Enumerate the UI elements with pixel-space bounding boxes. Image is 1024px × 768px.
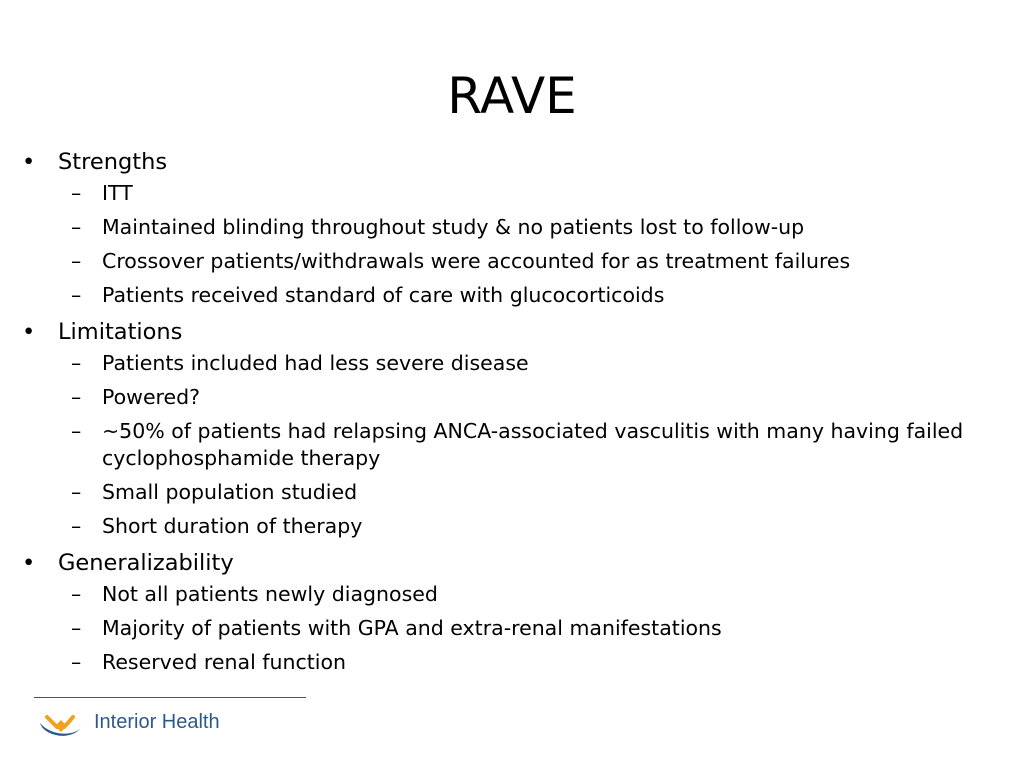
sub-bullet-text: Powered? bbox=[102, 385, 201, 409]
section-strengths bbox=[22, 146, 1012, 309]
footer-divider bbox=[34, 697, 306, 698]
sub-bullet-item bbox=[22, 581, 1012, 608]
sub-bullet-item bbox=[22, 649, 1012, 676]
bullet-item bbox=[22, 316, 1012, 349]
sub-bullet-text: Short duration of therapy bbox=[102, 514, 363, 538]
brand-name: Interior Health bbox=[94, 711, 220, 733]
sub-bullet-item bbox=[22, 418, 1012, 472]
sub-bullet-text: Crossover patients/withdrawals were accounted for as treatment failures bbox=[102, 249, 851, 273]
dash-glyph: – bbox=[71, 283, 82, 307]
dash-glyph: – bbox=[71, 650, 82, 674]
section-label: Limitations bbox=[58, 319, 183, 345]
sub-bullet-item bbox=[22, 615, 1012, 642]
sub-bullet-text: Not all patients newly diagnosed bbox=[102, 582, 438, 606]
section-label: Strengths bbox=[58, 149, 168, 175]
sub-bullet-item bbox=[22, 513, 1012, 540]
dash-glyph: – bbox=[71, 215, 82, 239]
dash-glyph: – bbox=[71, 582, 82, 606]
dash-glyph: – bbox=[71, 419, 82, 443]
dash-glyph: – bbox=[71, 181, 82, 205]
sub-bullet-text: Patients included had less severe disease bbox=[102, 351, 529, 375]
dash-glyph: – bbox=[71, 385, 82, 409]
section-label: Generalizability bbox=[58, 550, 234, 576]
bullet-glyph: • bbox=[22, 149, 36, 175]
slide-content bbox=[22, 146, 1012, 683]
sublist bbox=[22, 180, 1012, 309]
sub-bullet-text: Maintained blinding throughout study & no patients lost to follow-up bbox=[102, 215, 805, 239]
sub-bullet-item bbox=[22, 180, 1012, 207]
sublist bbox=[22, 350, 1012, 540]
sub-bullet-item bbox=[22, 479, 1012, 506]
sub-bullet-text: ITT bbox=[102, 181, 133, 205]
interior-health-logo-icon bbox=[34, 705, 86, 745]
sub-bullet-item bbox=[22, 282, 1012, 309]
dash-glyph: – bbox=[71, 351, 82, 375]
sub-bullet-text: Reserved renal function bbox=[102, 650, 347, 674]
dash-glyph: – bbox=[71, 480, 82, 504]
bullet-glyph: • bbox=[22, 550, 36, 576]
section-limitations bbox=[22, 316, 1012, 540]
sub-bullet-text: Small population studied bbox=[102, 480, 358, 504]
section-generalizability bbox=[22, 547, 1012, 676]
sub-bullet-text: ~50% of patients had relapsing ANCA-associated vasculitis with many having failed cyclophosphamide therapy bbox=[102, 419, 964, 470]
bullet-item bbox=[22, 146, 1012, 179]
dash-glyph: – bbox=[71, 616, 82, 640]
bullet-glyph: • bbox=[22, 319, 36, 345]
slide-title: RAVE bbox=[447, 67, 577, 125]
footer-logo-area bbox=[34, 697, 306, 747]
dash-glyph: – bbox=[71, 514, 82, 538]
sub-bullet-item bbox=[22, 350, 1012, 377]
bullet-item bbox=[22, 547, 1012, 580]
sub-bullet-item bbox=[22, 214, 1012, 241]
sub-bullet-text: Majority of patients with GPA and extra-renal manifestations bbox=[102, 616, 722, 640]
sub-bullet-text: Patients received standard of care with glucocorticoids bbox=[102, 283, 665, 307]
dash-glyph: – bbox=[71, 249, 82, 273]
sub-bullet-item bbox=[22, 248, 1012, 275]
sublist bbox=[22, 581, 1012, 676]
sub-bullet-item bbox=[22, 384, 1012, 411]
